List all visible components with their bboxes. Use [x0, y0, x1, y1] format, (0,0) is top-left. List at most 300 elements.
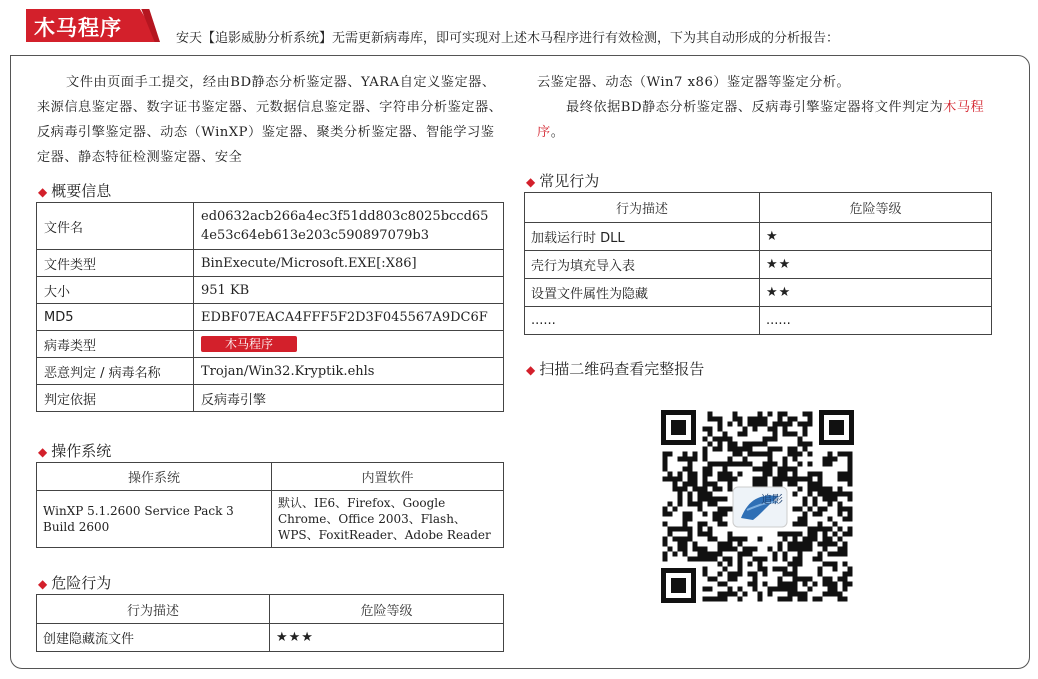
qr-module [703, 447, 708, 452]
qr-module [723, 512, 728, 517]
diamond-icon: ◆ [38, 185, 48, 199]
qr-module [738, 552, 743, 557]
qr-module [718, 592, 723, 597]
qr-module [733, 547, 738, 552]
table-row [37, 358, 504, 385]
qr-module [698, 502, 703, 507]
qr-module [793, 542, 798, 547]
qr-module [783, 427, 788, 432]
qr-module [688, 462, 693, 467]
qr-module [823, 487, 828, 492]
qr-module [723, 507, 728, 512]
qr-module [823, 537, 828, 542]
qr-module [783, 412, 788, 417]
qr-module [683, 537, 688, 542]
qr-module [778, 412, 783, 417]
qr-module [798, 592, 803, 597]
qr-module [793, 452, 798, 457]
qr-module [708, 462, 713, 467]
qr-module [813, 557, 818, 562]
qr-module [793, 477, 798, 482]
qr-module [798, 522, 803, 527]
qr-module [813, 532, 818, 537]
qr-module [813, 497, 818, 502]
qr-module [758, 557, 763, 562]
qr-module [808, 452, 813, 457]
qr-module [823, 507, 828, 512]
qr-module [758, 482, 763, 487]
qr-module [708, 417, 713, 422]
qr-module [663, 507, 668, 512]
qr-module [753, 582, 758, 587]
qr-module [738, 422, 743, 427]
qr-code[interactable] [661, 410, 854, 603]
qr-module [703, 597, 708, 602]
qr-module [758, 467, 763, 472]
qr-module [848, 497, 853, 502]
qr-module [803, 477, 808, 482]
qr-module [713, 502, 718, 507]
qr-module [728, 542, 733, 547]
qr-module [683, 452, 688, 457]
qr-module [808, 482, 813, 487]
qr-module [803, 432, 808, 437]
overview-title: 概要信息 [51, 182, 112, 200]
qr-module [843, 532, 848, 537]
qr-module [778, 422, 783, 427]
qr-module [808, 472, 813, 477]
qr-module [803, 547, 808, 552]
qr-module [673, 537, 678, 542]
overview-key: 文件名 [37, 203, 194, 250]
qr-module [708, 502, 713, 507]
qr-module [738, 447, 743, 452]
qr-module [738, 597, 743, 602]
qr-module [718, 442, 723, 447]
qr-module [843, 542, 848, 547]
qr-module [778, 467, 783, 472]
qr-module [818, 472, 823, 477]
qr-module [738, 567, 743, 572]
danger-level: ★★ [760, 279, 992, 307]
qr-module [703, 427, 708, 432]
qr-heading [526, 358, 704, 379]
qr-module [738, 557, 743, 562]
qr-module [833, 562, 838, 567]
qr-module [793, 547, 798, 552]
qr-module [718, 562, 723, 567]
qr-module [763, 417, 768, 422]
qr-module [788, 417, 793, 422]
qr-module [788, 477, 793, 482]
qr-module [793, 447, 798, 452]
table-row [525, 307, 992, 335]
qr-module [793, 492, 798, 497]
qr-module [693, 477, 698, 482]
qr-module [708, 532, 713, 537]
qr-module [683, 547, 688, 552]
qr-module [688, 477, 693, 482]
qr-module [688, 497, 693, 502]
qr-module [753, 557, 758, 562]
qr-module [723, 437, 728, 442]
qr-module [808, 527, 813, 532]
qr-module [698, 522, 703, 527]
qr-module [768, 427, 773, 432]
qr-module [798, 507, 803, 512]
qr-module [818, 542, 823, 547]
qr-module [838, 537, 843, 542]
qr-module [703, 492, 708, 497]
qr-module [813, 537, 818, 542]
qr-module [678, 527, 683, 532]
diamond-icon: ◆ [38, 445, 48, 459]
qr-module [843, 562, 848, 567]
qr-module [803, 497, 808, 502]
qr-module [723, 547, 728, 552]
qr-module [788, 587, 793, 592]
table-row [37, 304, 504, 331]
qr-module [843, 547, 848, 552]
column-header: 危险等级 [270, 595, 504, 624]
qr-module [713, 537, 718, 542]
column-header: 内置软件 [272, 463, 504, 491]
qr-module [728, 572, 733, 577]
qr-module [823, 582, 828, 587]
qr-module [683, 552, 688, 557]
qr-module [708, 587, 713, 592]
qr-module [688, 482, 693, 487]
qr-module [743, 447, 748, 452]
qr-module [818, 597, 823, 602]
qr-module [663, 477, 668, 482]
qr-module [783, 457, 788, 462]
qr-module [778, 597, 783, 602]
qr-module [808, 422, 813, 427]
qr-module [698, 492, 703, 497]
qr-module [728, 592, 733, 597]
qr-module [723, 462, 728, 467]
qr-module [733, 572, 738, 577]
behavior-desc: ...... [525, 307, 760, 335]
qr-module [703, 452, 708, 457]
qr-module [708, 577, 713, 582]
qr-module [803, 412, 808, 417]
qr-module [768, 587, 773, 592]
qr-module [803, 592, 808, 597]
qr-module [708, 492, 713, 497]
table-row [525, 279, 992, 307]
qr-module [688, 502, 693, 507]
qr-module [798, 547, 803, 552]
qr-module [758, 412, 763, 417]
qr-module [718, 422, 723, 427]
qr-module [693, 482, 698, 487]
qr-module [833, 457, 838, 462]
danger-table [36, 594, 504, 652]
common-title: 常见行为 [539, 172, 600, 190]
qr-module [808, 462, 813, 467]
qr-module [848, 477, 853, 482]
behavior-desc: 加载运行时 DLL [525, 223, 760, 251]
qr-module [813, 582, 818, 587]
qr-module [808, 587, 813, 592]
qr-module [793, 417, 798, 422]
qr-module [743, 537, 748, 542]
qr-module [753, 467, 758, 472]
qr-module [773, 437, 778, 442]
qr-module [723, 497, 728, 502]
qr-module [743, 547, 748, 552]
qr-module [698, 557, 703, 562]
qr-title: 扫描二维码查看完整报告 [539, 360, 705, 378]
qr-module [773, 587, 778, 592]
qr-module [728, 557, 733, 562]
qr-module [753, 477, 758, 482]
os-table [36, 462, 504, 548]
qr-module [803, 542, 808, 547]
qr-finder-top-right [819, 410, 854, 445]
qr-module [828, 517, 833, 522]
qr-module [683, 482, 688, 487]
qr-module [818, 492, 823, 497]
qr-module [753, 547, 758, 552]
qr-module [763, 557, 768, 562]
qr-module [728, 437, 733, 442]
qr-module [823, 497, 828, 502]
danger-heading [38, 572, 111, 593]
qr-module [733, 447, 738, 452]
qr-module [763, 582, 768, 587]
verdict-highlight: 木马程序 [537, 100, 985, 140]
qr-module [793, 457, 798, 462]
os-heading [38, 440, 111, 461]
qr-module [823, 547, 828, 552]
table-row [37, 203, 504, 250]
qr-module [673, 477, 678, 482]
qr-module [848, 567, 853, 572]
qr-module [758, 592, 763, 597]
qr-module [678, 542, 683, 547]
analysis-line-2 [537, 95, 1007, 145]
qr-module [833, 542, 838, 547]
qr-module [788, 547, 793, 552]
qr-module [778, 567, 783, 572]
qr-module [718, 542, 723, 547]
qr-module [798, 597, 803, 602]
qr-module [773, 432, 778, 437]
qr-module [838, 507, 843, 512]
qr-module [798, 437, 803, 442]
qr-module [683, 522, 688, 527]
qr-module [823, 592, 828, 597]
virus-type-badge: 木马程序 [201, 336, 297, 352]
qr-module [843, 597, 848, 602]
qr-module [708, 482, 713, 487]
qr-module [818, 522, 823, 527]
column-header: 操作系统 [37, 463, 272, 491]
qr-module [783, 472, 788, 477]
qr-module [848, 492, 853, 497]
qr-module [668, 502, 673, 507]
overview-value: EDBF07EACA4FFF5F2D3F045567A9DC6F [194, 304, 504, 331]
qr-module [803, 522, 808, 527]
qr-module [733, 592, 738, 597]
qr-module [843, 577, 848, 582]
qr-module [798, 477, 803, 482]
qr-module [703, 472, 708, 477]
qr-module [733, 537, 738, 542]
qr-module [703, 437, 708, 442]
qr-module [838, 452, 843, 457]
behavior-desc: 壳行为填充导入表 [525, 251, 760, 279]
qr-module [708, 412, 713, 417]
qr-module [758, 567, 763, 572]
qr-module [673, 507, 678, 512]
qr-module [693, 452, 698, 457]
qr-module [703, 587, 708, 592]
qr-module [833, 492, 838, 497]
tag-label: 木马程序 [34, 16, 122, 40]
qr-module [713, 487, 718, 492]
verdict-prefix: 最终依据BD静态分析鉴定器、反病毒引擎鉴定器将文件判定为 [566, 100, 944, 115]
qr-module [798, 517, 803, 522]
qr-module [753, 482, 758, 487]
qr-module [788, 452, 793, 457]
qr-module [748, 462, 753, 467]
qr-module [718, 447, 723, 452]
os-system: WinXP 5.1.2600 Service Pack 3 Build 2600 [37, 491, 272, 548]
qr-module [828, 452, 833, 457]
qr-module [763, 467, 768, 472]
qr-module [808, 537, 813, 542]
qr-module [693, 502, 698, 507]
qr-module [703, 547, 708, 552]
qr-module [708, 427, 713, 432]
danger-title: 危险行为 [51, 574, 112, 592]
qr-module [718, 552, 723, 557]
qr-module [718, 597, 723, 602]
overview-key: 恶意判定 / 病毒名称 [37, 358, 194, 385]
qr-module [718, 477, 723, 482]
qr-module [783, 537, 788, 542]
qr-module [683, 467, 688, 472]
qr-module [828, 577, 833, 582]
qr-module [738, 417, 743, 422]
qr-module [808, 492, 813, 497]
qr-module [663, 467, 668, 472]
qr-module [828, 492, 833, 497]
qr-module [698, 527, 703, 532]
qr-module [743, 592, 748, 597]
qr-module [793, 562, 798, 567]
qr-module [673, 482, 678, 487]
qr-module [728, 422, 733, 427]
qr-module [713, 577, 718, 582]
qr-module [688, 517, 693, 522]
qr-module [783, 422, 788, 427]
qr-module [728, 547, 733, 552]
qr-module [753, 587, 758, 592]
qr-module [838, 597, 843, 602]
qr-module [683, 542, 688, 547]
overview-table [36, 202, 504, 412]
qr-module [793, 522, 798, 527]
table-row [37, 331, 504, 358]
danger-level: ...... [760, 307, 992, 335]
qr-module [718, 572, 723, 577]
qr-module [778, 477, 783, 482]
qr-module [753, 427, 758, 432]
qr-module [733, 462, 738, 467]
qr-module [768, 592, 773, 597]
qr-module [763, 482, 768, 487]
qr-module [688, 557, 693, 562]
qr-module [753, 452, 758, 457]
qr-module [693, 487, 698, 492]
table-row [37, 385, 504, 412]
qr-module [703, 567, 708, 572]
qr-module [808, 507, 813, 512]
table-header-row [37, 595, 504, 624]
qr-module [798, 442, 803, 447]
qr-module [823, 532, 828, 537]
qr-module [833, 532, 838, 537]
qr-module [798, 542, 803, 547]
qr-module [738, 572, 743, 577]
qr-module [688, 492, 693, 497]
qr-module [698, 547, 703, 552]
qr-module [718, 547, 723, 552]
qr-module [833, 552, 838, 557]
qr-module [713, 512, 718, 517]
qr-module [728, 587, 733, 592]
qr-module [848, 507, 853, 512]
qr-module [748, 442, 753, 447]
qr-module [848, 482, 853, 487]
overview-value: BinExecute/Microsoft.EXE[:X86] [194, 250, 504, 277]
qr-module [808, 487, 813, 492]
verdict-suffix: 。 [550, 125, 565, 140]
qr-module [833, 497, 838, 502]
qr-module [758, 442, 763, 447]
analysis-paragraph-right [537, 70, 1007, 145]
qr-module [733, 417, 738, 422]
qr-module [843, 587, 848, 592]
qr-module [808, 577, 813, 582]
qr-module [838, 527, 843, 532]
qr-module [693, 547, 698, 552]
qr-module [803, 582, 808, 587]
qr-module [828, 582, 833, 587]
qr-module [683, 487, 688, 492]
overview-value: 反病毒引擎 [194, 385, 504, 412]
qr-module [773, 567, 778, 572]
qr-module [778, 472, 783, 477]
qr-module [818, 507, 823, 512]
qr-module [763, 462, 768, 467]
qr-module [723, 522, 728, 527]
qr-module [778, 577, 783, 582]
qr-module [848, 582, 853, 587]
qr-module [713, 552, 718, 557]
qr-module [788, 562, 793, 567]
qr-module [783, 597, 788, 602]
qr-module [843, 507, 848, 512]
qr-module [673, 527, 678, 532]
qr-module [748, 417, 753, 422]
qr-module [768, 437, 773, 442]
